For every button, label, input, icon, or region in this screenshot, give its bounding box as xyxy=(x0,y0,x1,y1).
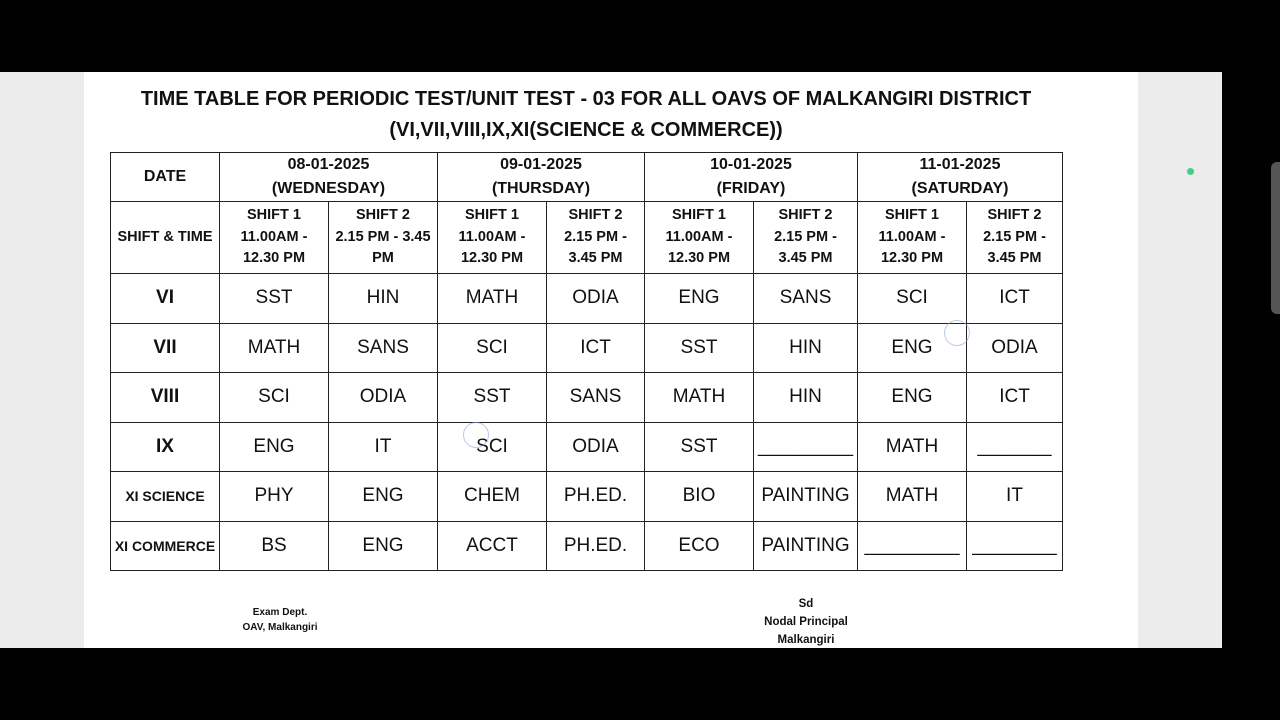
document-subtitle: (VI,VII,VIII,IX,XI(SCIENCE & COMMERCE)) xyxy=(389,119,783,141)
image-viewer xyxy=(0,72,1222,648)
document-title: TIME TABLE FOR PERIODIC TEST/UNIT TEST - 03 FOR ALL OAVS OF MALKANGIRI DISTRICT xyxy=(140,88,1032,110)
date-header-row xyxy=(111,153,1063,202)
table-row xyxy=(111,472,1063,522)
subject-cell: ENG xyxy=(329,472,438,522)
class-label: VI xyxy=(111,274,220,324)
subject-cell: MATH xyxy=(220,323,329,373)
subject-cell: SCI xyxy=(438,422,547,472)
subject-cell: ECO xyxy=(645,521,754,571)
document-page xyxy=(84,72,1138,648)
shift-header: SHIFT 2 2.15 PM - 3.45 PM xyxy=(967,202,1063,274)
scroll-handle[interactable] xyxy=(1271,162,1280,314)
touch-indicator-icon xyxy=(463,422,489,448)
timetable-body xyxy=(111,274,1063,571)
subject-cell: SANS xyxy=(547,373,645,423)
table-row xyxy=(111,422,1063,472)
table-row xyxy=(111,274,1063,324)
subject-cell: PH.ED. xyxy=(547,472,645,522)
subject-cell: SANS xyxy=(329,323,438,373)
shift-header-row xyxy=(111,202,1063,274)
subject-cell: ACCT xyxy=(438,521,547,571)
status-dot-icon xyxy=(1187,168,1194,175)
subject-cell: ICT xyxy=(547,323,645,373)
shift-header: SHIFT 2 2.15 PM - 3.45 PM xyxy=(547,202,645,274)
class-label: IX xyxy=(111,422,220,472)
subject-cell: ENG xyxy=(645,274,754,324)
date-header: 11-01-2025 (SATURDAY) xyxy=(858,153,1063,202)
timetable xyxy=(110,152,1063,571)
subject-cell: MATH xyxy=(645,373,754,423)
subject-cell: PH.ED. xyxy=(547,521,645,571)
shift-header: SHIFT 2 2.15 PM - 3.45 PM xyxy=(754,202,858,274)
subject-cell: ________ xyxy=(967,521,1063,571)
table-row xyxy=(111,373,1063,423)
subject-cell: SCI xyxy=(858,274,967,324)
class-label: VII xyxy=(111,323,220,373)
subject-cell: MATH xyxy=(858,472,967,522)
table-row xyxy=(111,521,1063,571)
subject-cell: ICT xyxy=(967,274,1063,324)
subject-cell: CHEM xyxy=(438,472,547,522)
subject-cell: SCI xyxy=(220,373,329,423)
subject-cell: SST xyxy=(645,323,754,373)
subject-cell: MATH xyxy=(858,422,967,472)
subject-cell: MATH xyxy=(438,274,547,324)
shift-header: SHIFT 1 11.00AM - 12.30 PM xyxy=(645,202,754,274)
date-header: 08-01-2025 (WEDNESDAY) xyxy=(220,153,438,202)
date-label: DATE xyxy=(111,153,220,202)
subject-cell: ENG xyxy=(858,373,967,423)
subject-cell: ODIA xyxy=(547,422,645,472)
subject-cell: ENG xyxy=(858,323,967,373)
subject-cell: HIN xyxy=(754,373,858,423)
subject-cell: PHY xyxy=(220,472,329,522)
subject-cell: HIN xyxy=(329,274,438,324)
subject-cell: ENG xyxy=(220,422,329,472)
subject-cell: _______ xyxy=(967,422,1063,472)
subject-cell: ODIA xyxy=(967,323,1063,373)
subject-cell: ODIA xyxy=(329,373,438,423)
class-label: VIII xyxy=(111,373,220,423)
subject-cell: ODIA xyxy=(547,274,645,324)
date-header: 10-01-2025 (FRIDAY) xyxy=(645,153,858,202)
touch-indicator-icon xyxy=(944,320,970,346)
footer-exam-dept: Exam Dept. OAV, Malkangiri xyxy=(242,607,318,633)
subject-cell: HIN xyxy=(754,323,858,373)
shift-header: SHIFT 1 11.00AM - 12.30 PM xyxy=(438,202,547,274)
subject-cell: PAINTING xyxy=(754,521,858,571)
shift-label: SHIFT & TIME xyxy=(111,202,220,274)
subject-cell: SST xyxy=(645,422,754,472)
shift-header: SHIFT 1 11.00AM - 12.30 PM xyxy=(858,202,967,274)
shift-header: SHIFT 2 2.15 PM - 3.45 PM xyxy=(329,202,438,274)
subject-cell: _________ xyxy=(858,521,967,571)
subject-cell: IT xyxy=(967,472,1063,522)
table-row xyxy=(111,323,1063,373)
subject-cell: ICT xyxy=(967,373,1063,423)
class-label: XI COMMERCE xyxy=(111,521,220,571)
date-header: 09-01-2025 (THURSDAY) xyxy=(438,153,645,202)
footer-signature: Sd Nodal Principal Malkangiri xyxy=(764,598,848,646)
subject-cell: SANS xyxy=(754,274,858,324)
subject-cell: SST xyxy=(438,373,547,423)
subject-cell: PAINTING xyxy=(754,472,858,522)
subject-cell: BS xyxy=(220,521,329,571)
subject-cell: ENG xyxy=(329,521,438,571)
class-label: XI SCIENCE xyxy=(111,472,220,522)
shift-header: SHIFT 1 11.00AM - 12.30 PM xyxy=(220,202,329,274)
subject-cell: SST xyxy=(220,274,329,324)
subject-cell: BIO xyxy=(645,472,754,522)
subject-cell: _________ xyxy=(754,422,858,472)
subject-cell: SCI xyxy=(438,323,547,373)
subject-cell: IT xyxy=(329,422,438,472)
